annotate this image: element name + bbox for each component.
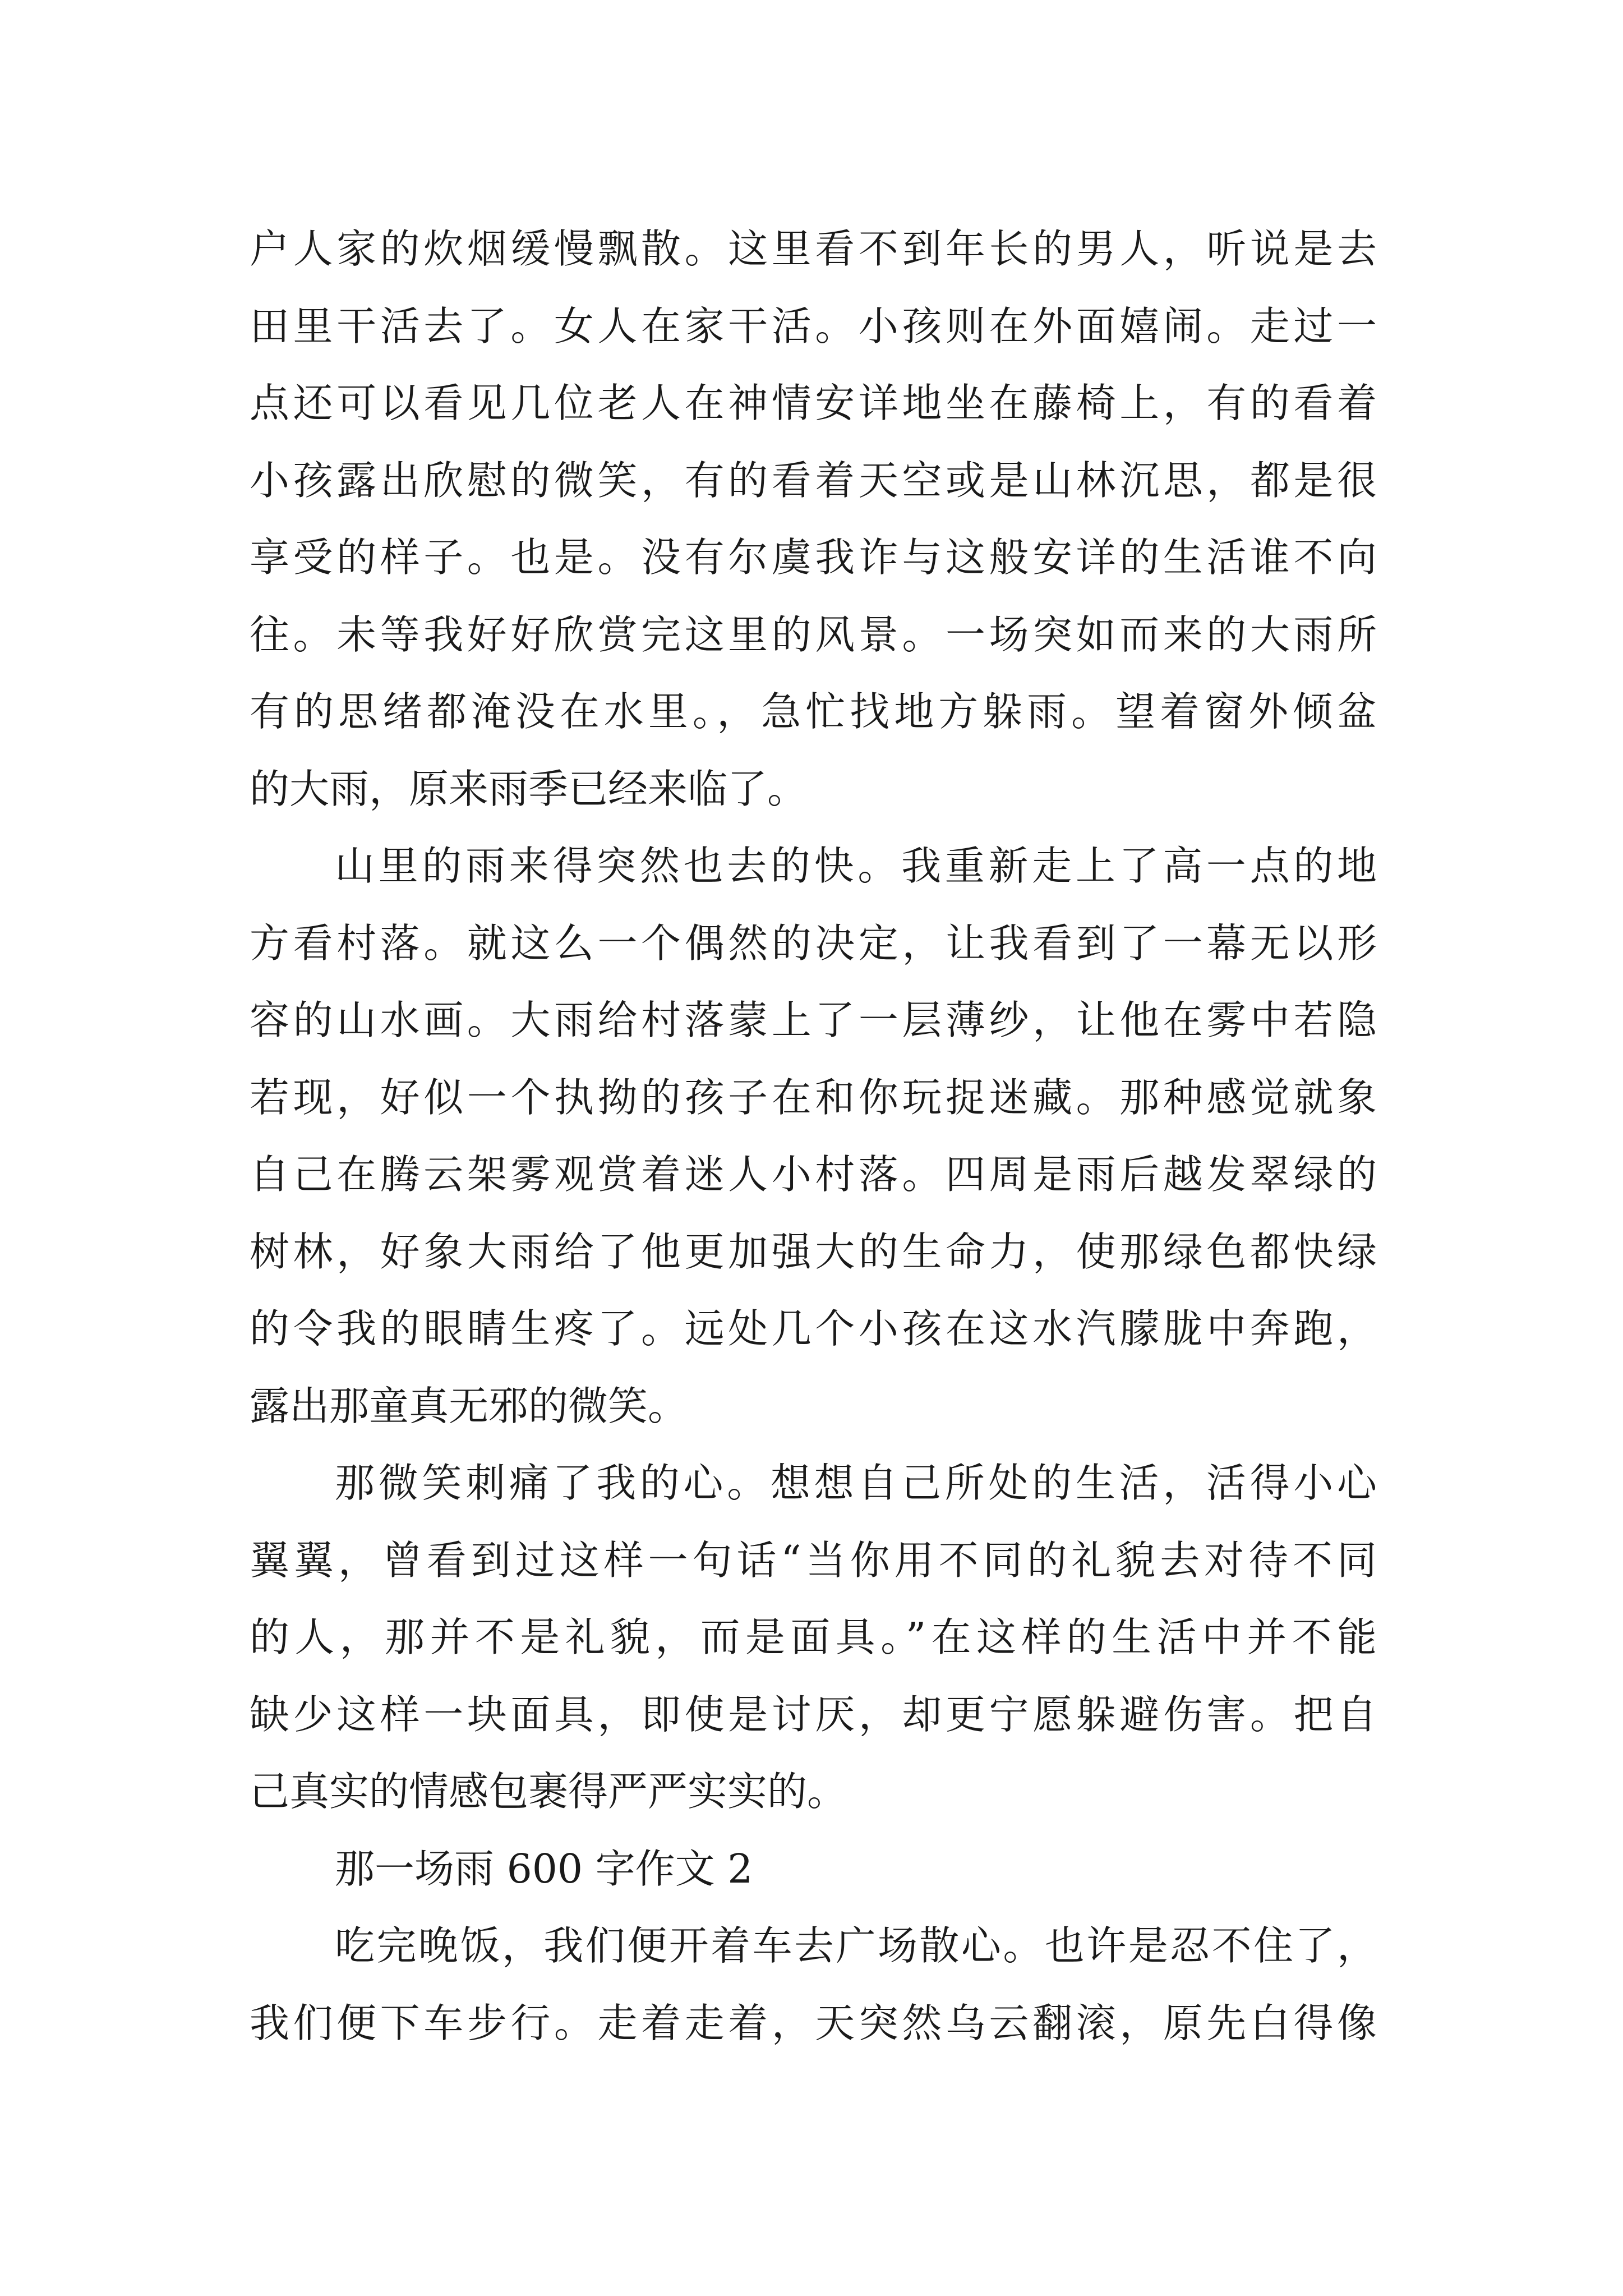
text-line: 露出那童真无邪的微笑。 [250,1382,688,1429]
text-line: 缺少这样一块面具，即使是讨厌，却更宁愿躲避伤害。把自 [250,1691,1377,1738]
text-line: 的大雨，原来雨季已经来临了。 [250,765,808,812]
paragraph-first-line: 那微笑刺痛了我的心。想想自己所处的生活，活得小心 [335,1460,1377,1506]
text-line: 点还可以看见几位老人在神情安详地坐在藤椅上，有的看着 [250,380,1377,426]
text-line: 方看村落。就这么一个偶然的决定，让我看到了一幕无以形 [250,919,1377,967]
text-line: 享受的样子。也是。没有尔虞我诈与这般安详的生活谁不向 [250,534,1377,581]
text-line: 翼翼，曾看到过这样一句话“当你用不同的礼貌去对待不同 [250,1536,1377,1584]
text-line: 己真实的情感包裹得严严实实的。 [250,1768,847,1815]
section-heading: 那一场雨 600 字作文 2 [335,1845,753,1892]
text-line: 有的思绪都淹没在水里。，急忙找地方躲雨。望着窗外倾盆 [250,688,1377,735]
text-line: 户人家的炊烟缓慢飘散。这里看不到年长的男人，听说是去 [250,226,1377,272]
paragraph-first-line: 吃完晚饭，我们便开着车去广场散心。也许是忍不住了， [335,1922,1377,1969]
text-line: 若现，好似一个执拗的孩子在和你玩捉迷藏。那种感觉就象 [250,1074,1377,1121]
paragraph-first-line: 山里的雨来得突然也去的快。我重新走上了高一点的地 [335,843,1377,889]
text-line: 的人，那并不是礼貌，而是面具。”在这样的生活中并不能 [250,1614,1377,1660]
text-line: 田里干活去了。女人在家干活。小孩则在外面嬉闹。走过一 [250,302,1377,349]
text-line: 小孩露出欣慰的微笑，有的看着天空或是山林沉思，都是很 [250,457,1377,504]
text-line: 树林，好象大雨给了他更加强大的生命力，使那绿色都快绿 [250,1228,1377,1275]
text-line: 自己在腾云架雾观赏着迷人小村落。四周是雨后越发翠绿的 [250,1151,1377,1198]
text-line: 我们便下车步行。走着走着，天突然乌云翻滚，原先白得像 [250,1999,1377,2046]
document-body [250,210,1377,2062]
text-line: 的令我的眼睛生疼了。远处几个小孩在这水汽朦胧中奔跑， [250,1305,1377,1352]
text-line: 容的山水画。大雨给村落蒙上了一层薄纱，让他在雾中若隐 [250,997,1377,1043]
text-line: 往。未等我好好欣赏完这里的风景。一场突如而来的大雨所 [250,611,1377,658]
